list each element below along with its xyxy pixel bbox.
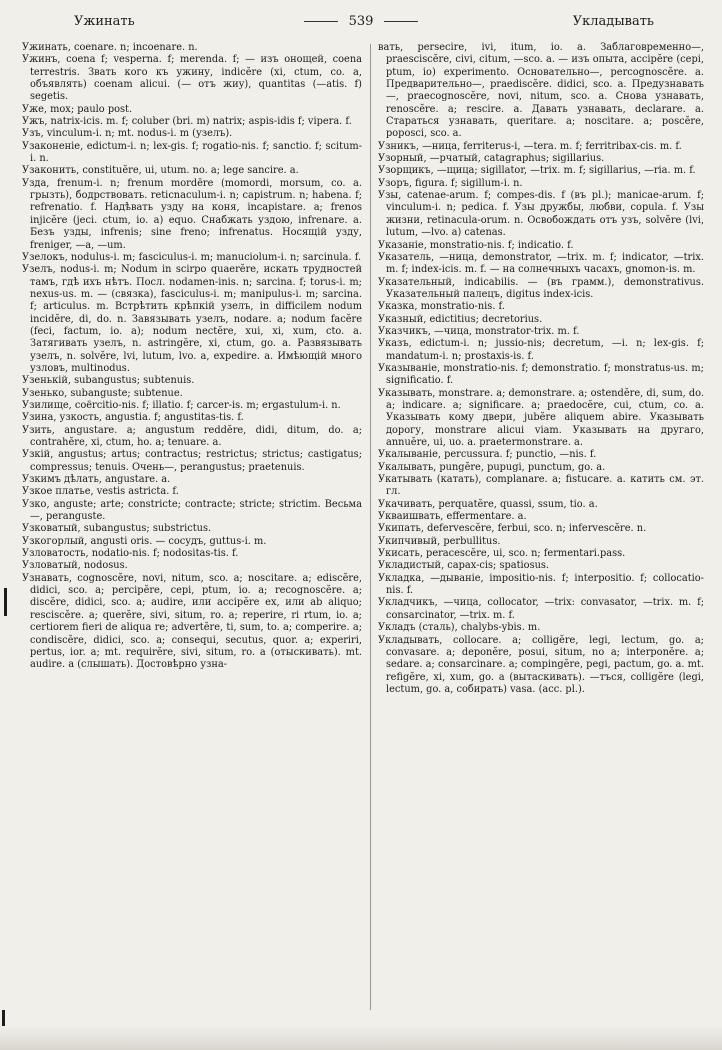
dictionary-entry: Узнавать, cognoscĕre, novi, nitum, sco. a; noscitare. a; ediscĕre, didici, sco. a; percipĕre, cepi, ptum, io. a; recognoscĕre. a; discĕre, didici, sco. a; audire, или accipĕre ex, или ab aliquo; resciscĕre. a; querĕre, sivi, situm, ro. a; reperire, ri rtum, io. a; certiorem fieri de aliqua re; advertĕre, ti, sum, to. a; comperire. a; condiscĕre, didici, sco. a; consequi, secutus, quor. a; experiri, pertus, ior. a; mt. requirĕre, sivi, situm, ro. a (отыскивать). mt. audire. a (слышать). Достовѣрно узна- (22, 572, 362, 671)
page-edge (0, 1026, 722, 1050)
header-rule-left (304, 21, 338, 22)
dictionary-entry: Уже, mox; paulo post. (22, 103, 133, 115)
dictionary-entry: Указывать, monstrare. a; demonstrare. a; ostendĕre, di, sum, do. a; indicare. a; significare. a; praedocĕre, cui, ctum, co. a. Указывать кому двери, jubĕre aliquem abire. Указывать дорогу, monstrare alicui viam. Указывать на другаго, annuĕre, ui, uo. a. praetermonstrare. a. (378, 387, 704, 448)
dictionary-entry: Укладывать, collocare. a; colligĕre, legi, lectum, go. a; convasare. a; deponĕre, posui, situm, no a; interponĕre. a; sedare. a; consarcinare. a; compingĕre, pegi, pactum, go. a. mt. refigĕre, xi, xum, go. a (вытаскивать). —тъся, colligĕre (legi, lectum, go. a, собирать) vasa. (acc. pl.). (378, 634, 704, 695)
dictionary-entry: Указчикъ, —чица, monstrator-trix. m. f. (378, 325, 580, 337)
dictionary-entry: Узелокъ, nodulus-i. m; fasciculus-i. m; manuciolum-i. n; sarcinula. f. (22, 251, 362, 263)
running-header (10, 14, 712, 34)
dictionary-entry: Узкій, angustus; artus; contractus; restrictus; strictus; castigatus; compressus; tenuis. Очень—, perangustus; praetenuis. (22, 449, 362, 473)
dictionary-entry: Узаконить, constituĕre, ui, utum. no. a; lege sancire. a. (22, 165, 299, 177)
dictionary-entry: Укладка, —дываніе, impositio-nis. f; interpositio. f; collocatio-nis. f. (378, 572, 704, 597)
dictionary-entry: Узкимъ дѣлать, angustare. a. (22, 474, 171, 486)
dictionary-entry: Узловатый, nodosus. (22, 560, 128, 572)
dictionary-entry: Узаконеніе, edictum-i. n; lex-gis. f; rogatio-nis. f; sanctio. f; scitum-i. n. (22, 140, 362, 165)
dictionary-entry: Узъ, vinculum-i. n; mt. nodus-i. m (узелъ). (22, 128, 233, 140)
dictionary-entry: Укисать, peracescĕre, ui, sco. n; fermentari.pass. (378, 548, 626, 560)
header-right-guide-word: Укладывать (572, 14, 654, 29)
dictionary-entry: Узоръ, figura. f; sigillum-i. n. (378, 177, 523, 189)
dictionary-entry: Указаніе, monstratio-nis. f; indicatio. f. (378, 239, 574, 251)
header-rule-right (384, 21, 418, 22)
dictionary-entry: Указательный, indicabilis. — (въ грамм.), demonstrativus. Указательный палецъ, digitus index-icis. (378, 276, 704, 300)
dictionary-entry: Ужинъ, coena f; vesperna. f; merenda. f; — изъ онощей, coena terrestris. Звать кого къ ужину, indicĕre (xi, ctum, co. a, объявлять) coenam alicui. (— отъ жиу), quantitas (—atis. f) segetis. (22, 54, 362, 103)
dictionary-entry: Узорщикъ, —щица; sigillator, —trix. m. f; sigillarius, —ria. m. f. (378, 165, 696, 177)
dictionary-entry: Указный, edictitius; decretorius. (378, 313, 543, 325)
dictionary-entry: Узенько, subanguste; subtenue. (22, 387, 183, 399)
dictionary-entry: Узелъ, nodus-i. m; Nodum in scirpo quaerĕre, искать трудностей тамъ, гдѣ ихъ нѣтъ. Посл. nodamen-inis. n; sarcina. f; torus-i. m; nexus-us. m. — (связка), fasciculus-i. m; manipulus-i. m; sarcina. f; articulus. m. Встрѣтить крѣпкій узелъ, in difficilem nodum incidĕre, di, do. n. Завязывать узелъ, nodare. a; nodum facĕre (feci, factum, io. a); nodum nectĕre, xui, xi, xum, cto. a. Затягивать узелъ, n. astringĕre, xi, ctum, go. a. Развязывать узелъ, n. solvĕre, lvi, lutum, lvo. a, expedire. a. Имѣющій много узловъ, multinodus. (22, 264, 362, 374)
dictionary-entry: Укваишвать, effermentare. a. (378, 511, 527, 523)
dictionary-entry: Ужъ, natrix-icis. m. f; coluber (bri. m) natrix; aspis-idis f; vipera. f. (22, 116, 352, 128)
dictionary-entry: Указъ, edictum-i. n; jussio-nis; decretum, —i. n; lex-gis. f; mandatum-i. n; prostaxis-is. f. (378, 338, 704, 362)
dictionary-entry: Укатывать (катать), complanare. a; fistucare. a. катить см. эт. гл. (378, 474, 704, 498)
dictionary-entry: Укладчикъ, —чица, collocator, —trix: convasator, —trix. m. f; consarcinator, —trix. m. f. (378, 597, 704, 621)
dictionary-entry: Узорный, —рчатый, catagraphus; sigillarius. (378, 153, 605, 165)
dictionary-entry: Указка, monstratio-nis. f. (378, 301, 505, 313)
dictionary-entry: Укалываніе, percussura. f; punctio, —nis. f. (378, 449, 597, 461)
dictionary-entry: Узда, frenum-i. n; frenum mordēre (momordi, morsum, co. a. грызть), бодрствовать. reticnaculum-i. n; capistrum. n; habena. f; refrenatio. f. Надѣвать узду на коня, incapistare. a; frenos injicĕre (jeci. ctum, io. a) equo. Снабжать уздою, infrenare. a. Безъ узды, infrenis; sine freno; infrenatus. Носящій узду, freniger, —a, —um. (22, 177, 362, 251)
dictionary-entry: Узы, catenae-arum. f; compes-dis. f (въ pl.); manicae-arum. f; vinculum-i. n; pedica. f. Узы дружбы, любви, copula. f. Узы жизни, retinacula-orum. n. Освобождать отъ узъ, solvĕre (lvi, lutum, —lvo. a) catenas. (378, 190, 704, 239)
dictionary-entry: Укипать, defervescĕre, ferbui, sco. n; infervescĕre. n. (378, 523, 647, 535)
dictionary-entry: Узко, anguste; arte; constricte; contracte; stricte; strictim. Весьма—, peranguste. (22, 498, 362, 523)
dictionary-entry: Узенькій, subangustus; subtenuis. (22, 375, 195, 387)
dictionary-entry: Укачивать, perquatĕre, quassi, ssum, tio. a. (378, 498, 598, 510)
dictionary-entry: Узловатость, nodatio-nis. f; nodositas-tis. f. (22, 548, 239, 560)
dictionary-entry: Узкогорлый, angusti oris. — сосудъ, guttus-i. m. (22, 535, 267, 547)
dictionary-entry: вать, persecire, ivi, itum, io. a. Заблаговременно—, praesciscĕre, civi, citum, —sco. a. — изъ опыта, accipĕre (cepi, ptum, io) experimento. Основательно—, percognoscĕre. a. Предварительно—, praediscĕre. didici, sco. a. Предузнавать—, praecognoscĕre, novi, nitum, sco. a. Снова узнавать, renoscĕre. a; rescire. a. Давать узнавать, declarare. a. Стараться узнавать, queritare. a; noscitare. a; poscĕre, poposci, sco. a. (378, 42, 704, 140)
left-column (22, 42, 362, 672)
dictionary-entry: Указываніе, monstratio-nis. f; demonstratio. f; monstratus-us. m; significatio. f. (378, 362, 704, 387)
dictionary-entry: Укипчивый, perbullitus. (378, 535, 501, 547)
margin-mark (4, 588, 7, 616)
header-left-guide-word: Ужинать (74, 14, 135, 29)
dictionary-entry: Укладъ (сталь), chalybs-ybis. m. (378, 622, 541, 634)
dictionary-entry: Ужинать, coenare. n; incoenare. n. (22, 42, 198, 53)
dictionary-entry: Узникъ, —ница, ferriterus-i, —tera. m. f; ferritribax-cis. m. f. (378, 140, 682, 152)
dictionary-entry: Узить, angustare. a; angustum reddĕre, didi, ditum, do. a; contrahĕre, xi, ctum, ho. a; tenuare. a. (22, 424, 362, 448)
right-column (378, 42, 704, 696)
dictionary-entry: Указатель, —ница, demonstrator, —trix. m. f; indicator, —trix. m. f; index-icis. m. f. — на солнечныхъ часахъ, gnomon-is. m. (378, 251, 704, 276)
dictionary-entry: Узина, узкость, angustia. f; angustitas-tis. f. (22, 412, 244, 424)
dictionary-entry: Укладистый, capax-cis; spatiosus. (378, 560, 550, 572)
page-number: 539 (348, 14, 374, 29)
dictionary-entry: Укалывать, pungĕre, pupugi, punctum, go. a. (378, 461, 606, 473)
dictionary-entry: Узилище, coërcitio-nis. f; illatio. f; carcer-is. m; ergastulum-i. n. (22, 399, 341, 411)
column-divider (370, 44, 371, 1010)
dictionary-entry: Узковатый, subangustus; substrictus. (22, 523, 212, 535)
dictionary-entry: Узкое платье, vestis astricta. f. (22, 486, 179, 498)
